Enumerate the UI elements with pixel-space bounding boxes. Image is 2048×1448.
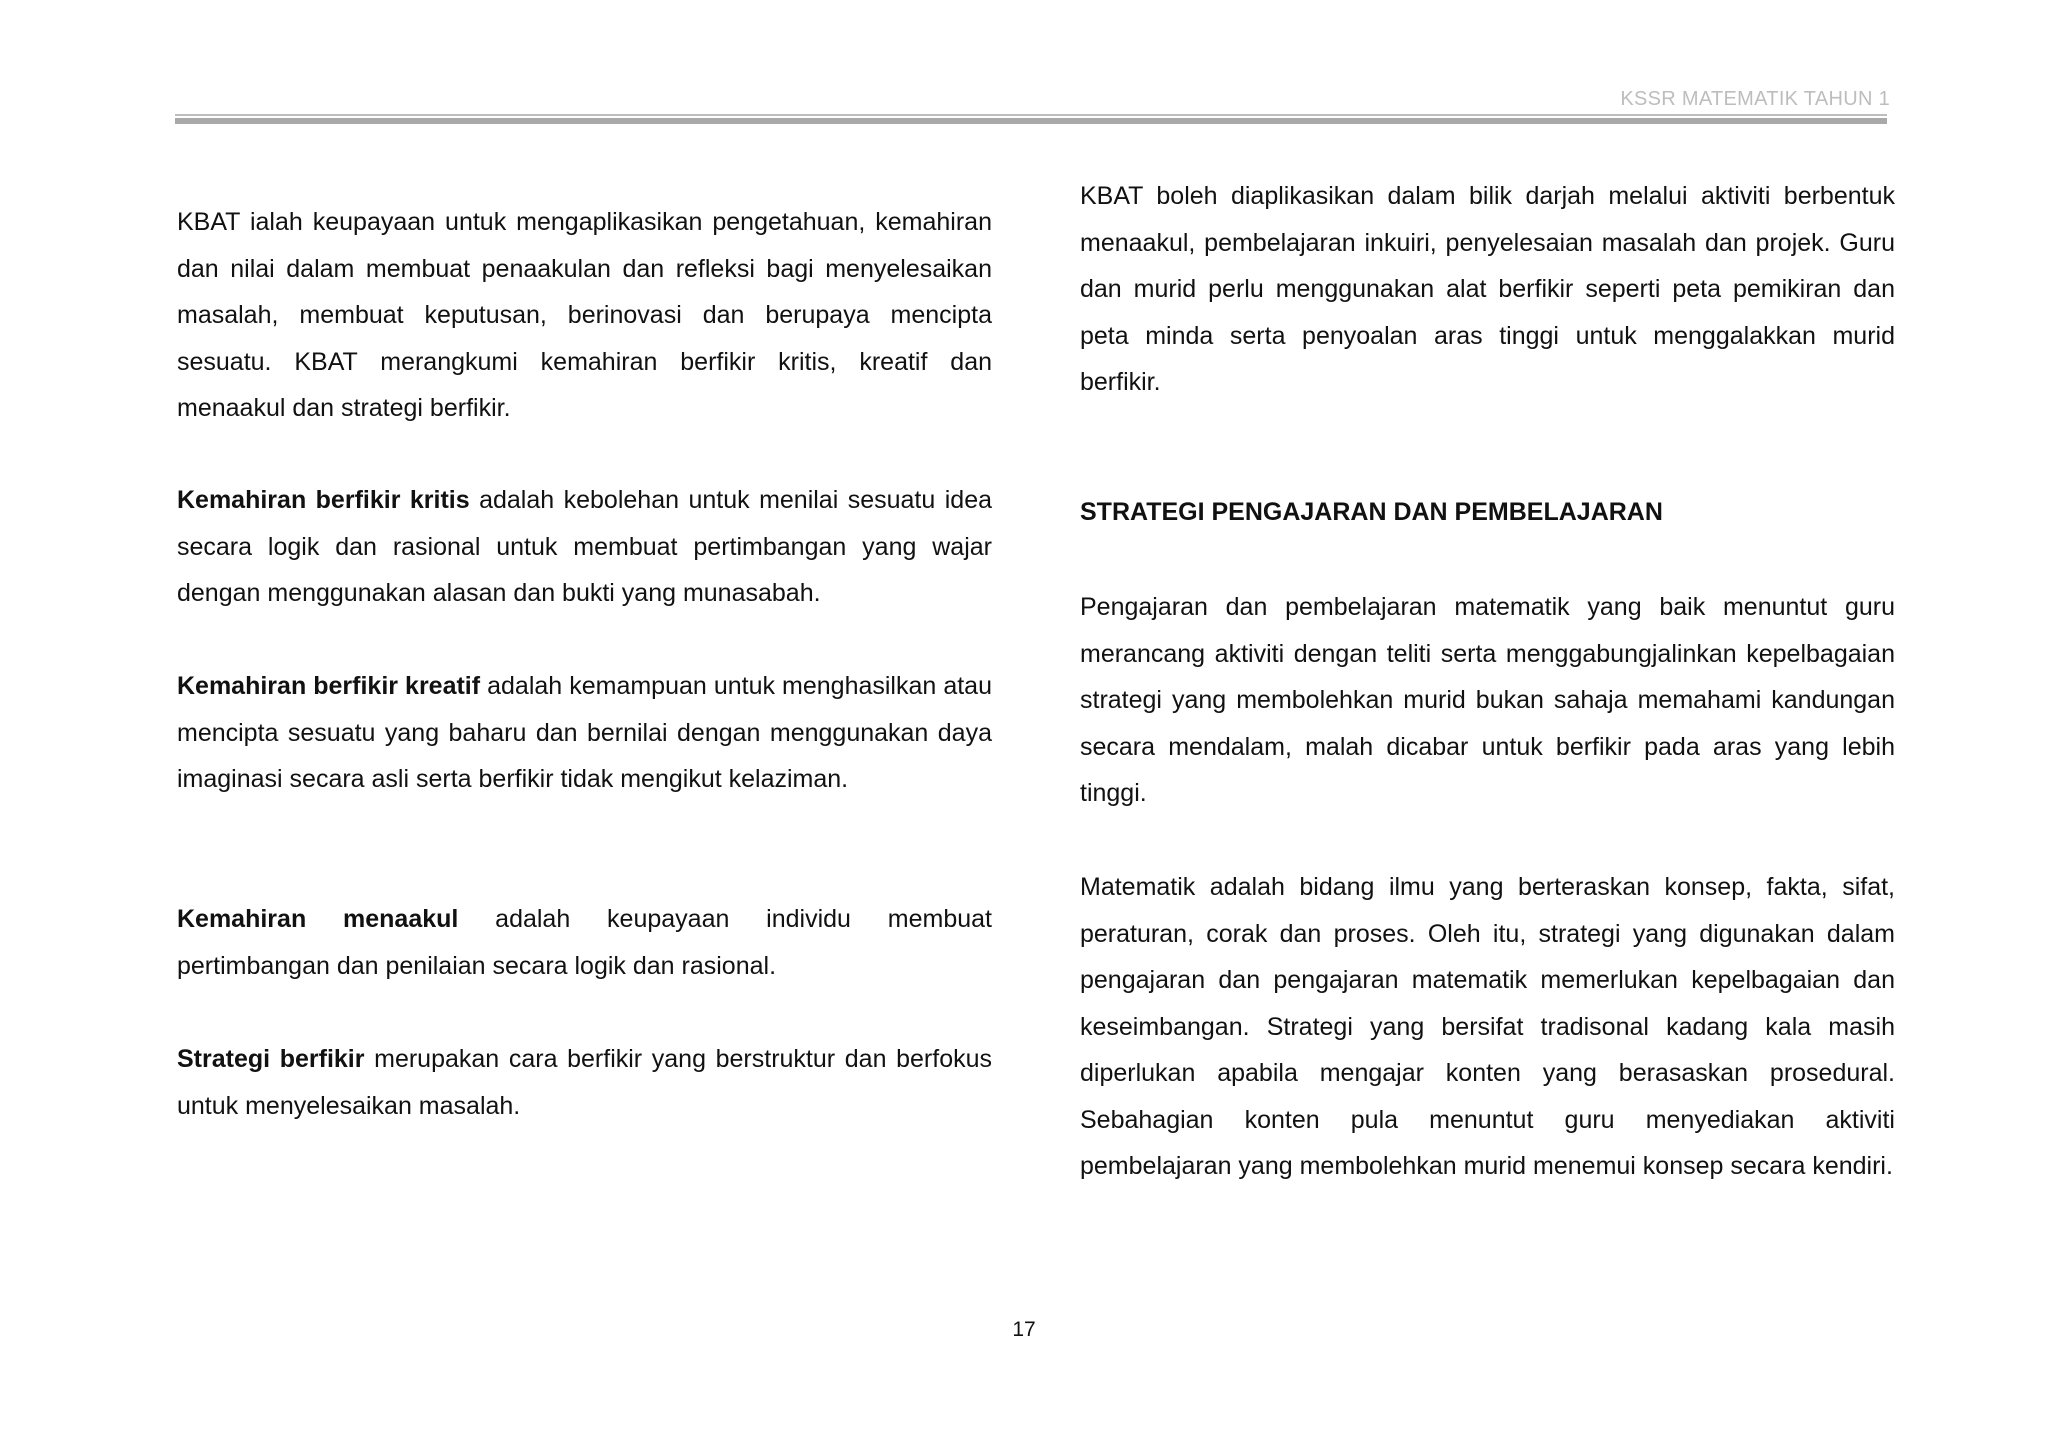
critical-thinking-term: Kemahiran berfikir kritis <box>177 486 470 514</box>
reasoning-term: Kemahiran menaakul <box>177 905 459 933</box>
kbat-application-paragraph: KBAT boleh diaplikasikan dalam bilik darjah melalui aktiviti berbentuk menaakul, pembelajaran inkuiri, penyelesaian masalah dan projek. Guru dan murid perlu menggunakan alat berfikir seperti peta pemikiran dan peta minda serta penyoalan aras tinggi untuk menggalakkan murid berfikir. <box>1080 182 1895 396</box>
page-number: 17 <box>1012 1318 1036 1341</box>
kbat-intro-paragraph: KBAT ialah keupayaan untuk mengaplikasikan pengetahuan, kemahiran dan nilai dalam membuat penaakulan dan refleksi bagi menyelesaikan masalah, membuat keputusan, berinovasi dan berupaya mencipta sesuatu. KBAT merangkumi kemahiran berfikir kritis, kreatif dan menaakul dan strategi berfikir. <box>177 208 992 422</box>
thinking-strategy-term: Strategi berfikir <box>177 1045 365 1073</box>
reasoning-paragraph <box>177 896 992 989</box>
header-rule-thin <box>175 114 1887 116</box>
section-heading: STRATEGI PENGAJARAN DAN PEMBELAJARAN <box>1080 498 1663 526</box>
creative-thinking-definition: adalah kemampuan untuk menghasilkan atau mencipta sesuatu yang baharu dan bernilai dengan menggunakan daya imaginasi secara asli serta berfikir tidak mengikut kelaziman. <box>177 672 992 793</box>
creative-thinking-term: Kemahiran berfikir kreatif <box>177 672 481 700</box>
critical-thinking-paragraph <box>177 477 992 617</box>
critical-thinking-definition: adalah kebolehan untuk menilai sesuatu idea secara logik dan rasional untuk membuat pertimbangan yang wajar dengan menggunakan alasan dan bukti yang munasabah. <box>177 486 992 607</box>
teaching-learning-paragraph: Pengajaran dan pembelajaran matematik yang baik menuntut guru merancang aktiviti dengan teliti serta menggabungjalinkan kepelbagaian strategi yang membolehkan murid bukan sahaja memahami kandungan secara mendalam, malah dicabar untuk berfikir pada aras yang lebih tinggi. <box>1080 593 1895 807</box>
thinking-strategy-paragraph <box>177 1036 992 1129</box>
document-title: KSSR MATEMATIK TAHUN 1 <box>1620 88 1890 110</box>
reasoning-definition: adalah keupayaan individu membuat pertimbangan dan penilaian secara logik dan rasional. <box>177 905 992 980</box>
creative-thinking-paragraph <box>177 663 992 803</box>
mathematics-strategy-paragraph: Matematik adalah bidang ilmu yang berteraskan konsep, fakta, sifat, peraturan, corak dan proses. Oleh itu, strategi yang digunakan dalam pengajaran dan pengajaran matematik memerlukan kepelbagaian dan keseimbangan. Strategi yang bersifat tradisonal kadang kala masih diperlukan apabila mengajar konten yang berasaskan prosedural. Sebahagian konten pula menuntut guru menyediakan aktiviti pembelajaran yang membolehkan murid menemui konsep secara kendiri. <box>1080 873 1895 1180</box>
thinking-strategy-definition: merupakan cara berfikir yang berstruktur dan berfokus untuk menyelesaikan masalah. <box>177 1045 992 1120</box>
header-rule-thick <box>175 118 1887 124</box>
